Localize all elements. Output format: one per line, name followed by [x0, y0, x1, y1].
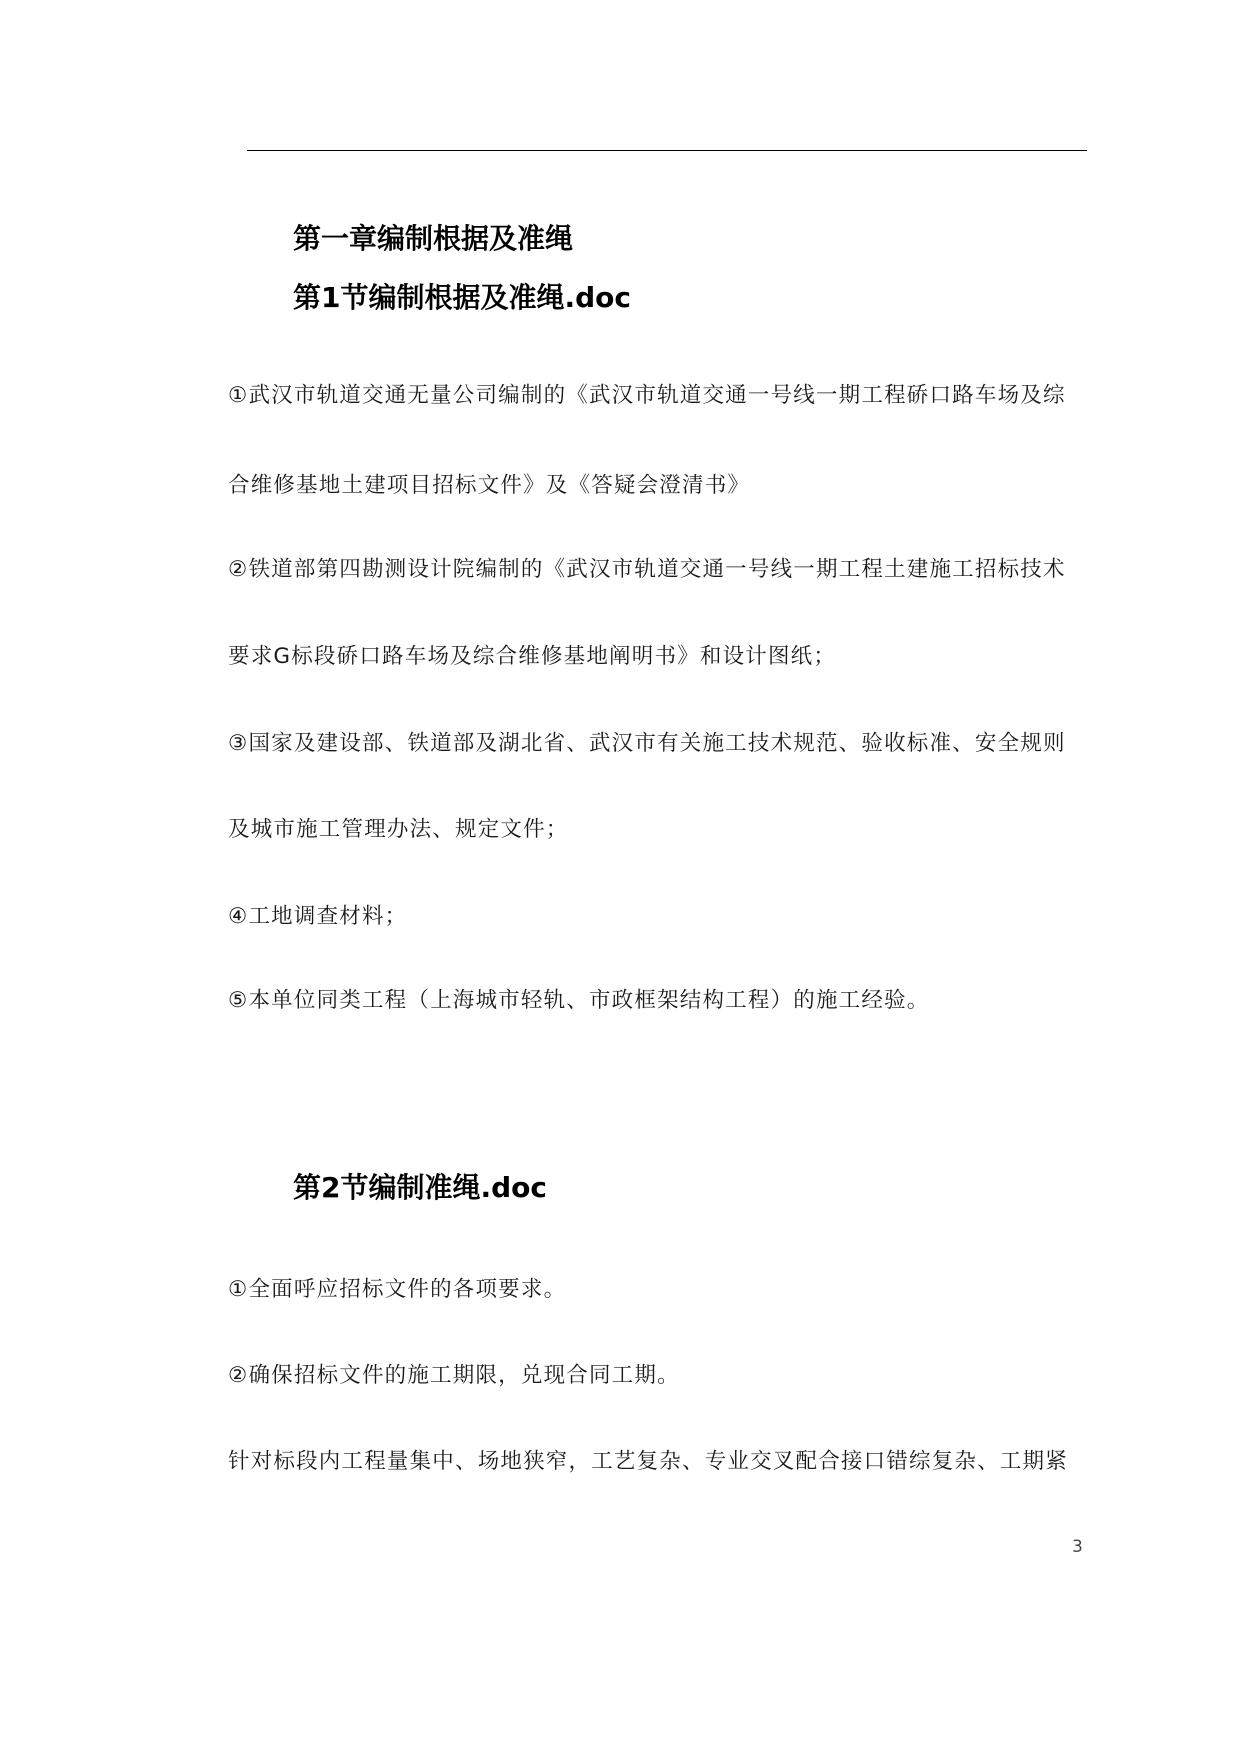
header-rule [247, 150, 1087, 151]
section-1-line: ⑤本单位同类工程（上海城市轻轨、市政框架结构工程）的施工经验。 [228, 988, 930, 1013]
section-2-line: ②确保招标文件的施工期限，兑现合同工期。 [228, 1363, 680, 1388]
section-1-line: ④工地调查材料； [228, 904, 408, 929]
section-2-title: 第2节编制准绳.doc [293, 1171, 547, 1204]
section-1-line: ②铁道部第四勘测设计院编制的《武汉市轨道交通一号线一期工程土建施工招标技术 [228, 557, 1066, 582]
page-number: 3 [1072, 1537, 1083, 1557]
section-1-line: ③国家及建设部、铁道部及湖北省、武汉市有关施工技术规范、验收标准、安全规则 [228, 731, 1066, 756]
section-2-line: 针对标段内工程量集中、场地狭窄，工艺复杂、专业交叉配合接口错综复杂、工期紧 [228, 1449, 1068, 1474]
chapter-title: 第一章编制根据及准绳 [293, 222, 574, 255]
section-1-line: ①武汉市轨道交通无量公司编制的《武汉市轨道交通一号线一期工程硚口路车场及综 [228, 383, 1066, 408]
section-1-line: 要求G标段硚口路车场及综合维修基地阐明书》和设计图纸； [228, 644, 837, 669]
section-1-title: 第1节编制根据及准绳.doc [293, 281, 631, 314]
section-2-line: ①全面呼应招标文件的各项要求。 [228, 1277, 567, 1302]
section-1-line: 合维修基地土建项目招标文件》及《答疑会澄清书》 [228, 473, 751, 498]
section-1-line: 及城市施工管理办法、规定文件； [228, 817, 569, 842]
